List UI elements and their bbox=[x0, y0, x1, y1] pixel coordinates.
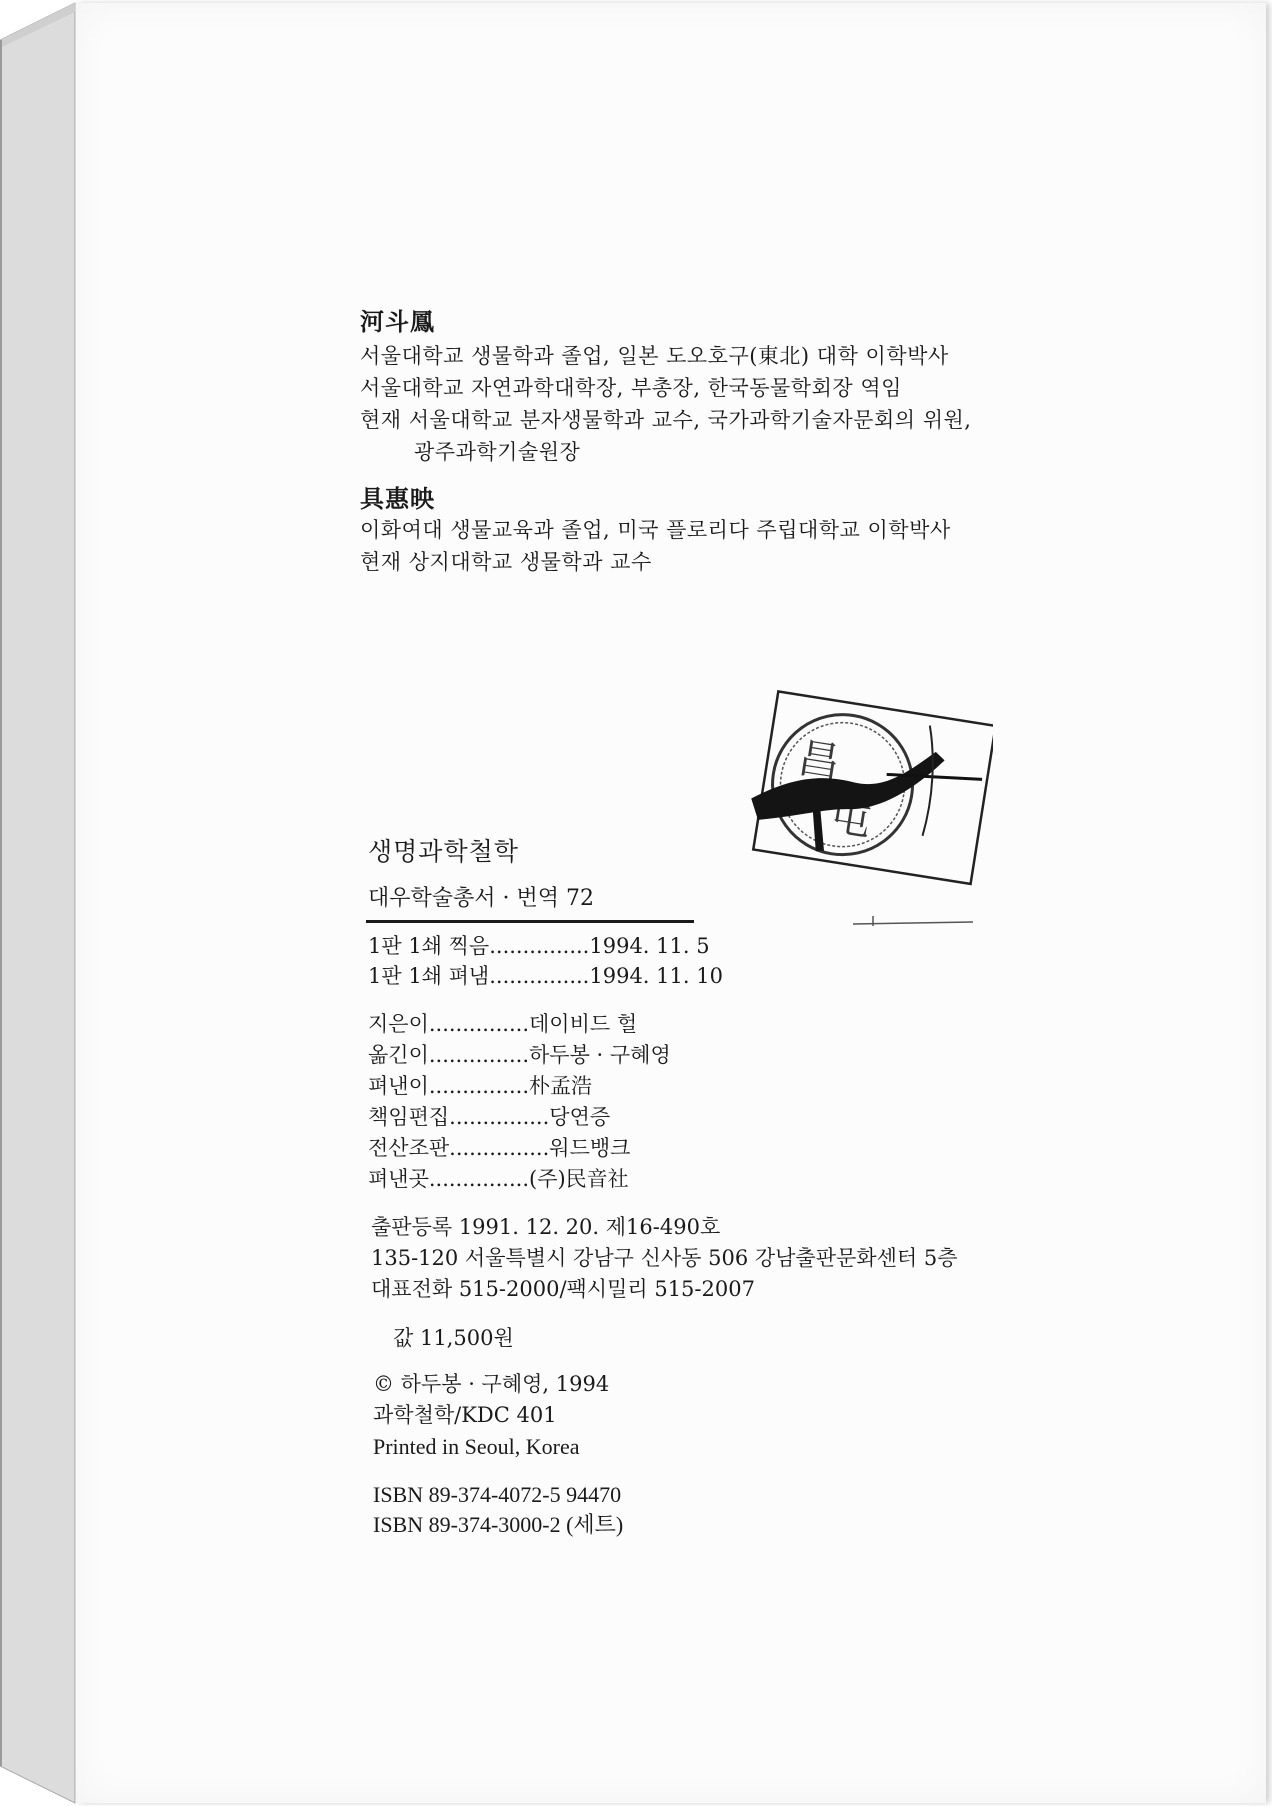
author-bio-line: 광주과학기술원장 bbox=[414, 440, 581, 464]
credit-label: 펴낸이 bbox=[368, 1074, 429, 1098]
author-bio-line: 현재 서울대학교 분자생물학과 교수, 국가과학기술자문회의 위원, bbox=[360, 408, 972, 432]
svg-text:昌: 昌 bbox=[794, 732, 844, 788]
svg-text:屯: 屯 bbox=[825, 790, 876, 846]
leader-dots: ............... bbox=[449, 1105, 550, 1129]
book-title: 생명과학철학 bbox=[368, 837, 519, 866]
author-bio-line: 이화여대 생물교육과 졸업, 미국 플로리다 주립대학교 이학박사 bbox=[360, 518, 951, 542]
author-seal-stamp-icon bbox=[733, 686, 993, 926]
edition-date: 1994. 11. 10 bbox=[589, 964, 723, 988]
credit-label: 펴낸곳 bbox=[368, 1167, 429, 1191]
credit-row bbox=[368, 1045, 671, 1066]
author-bio-line: 서울대학교 생물학과 졸업, 일본 도오호구(東北) 대학 이학박사 bbox=[360, 344, 949, 368]
leader-dots: ............... bbox=[489, 964, 590, 988]
leader-dots: ............... bbox=[428, 1043, 529, 1067]
leader-dots: ............... bbox=[428, 1012, 529, 1036]
divider bbox=[366, 920, 694, 923]
credit-row bbox=[368, 1169, 629, 1190]
credit-row bbox=[368, 1107, 610, 1128]
leader-dots: ............... bbox=[428, 1074, 529, 1098]
author-name: 河斗鳳 bbox=[360, 307, 435, 336]
credit-label: 전산조판 bbox=[368, 1136, 450, 1160]
price: 값 11,500원 bbox=[393, 1326, 514, 1350]
copyright-line: © 하두봉 · 구혜영, 1994 bbox=[373, 1372, 610, 1396]
edition-row bbox=[368, 966, 723, 987]
series-name: 대우학술총서 · 번역 72 bbox=[368, 886, 594, 911]
address-line: 135-120 서울특별시 강남구 신사동 506 강남출판문화센터 5층 bbox=[371, 1246, 958, 1270]
edition-row bbox=[368, 936, 710, 957]
credit-value: 하두봉 · 구혜영 bbox=[529, 1043, 671, 1067]
isbn-line: ISBN 89-374-4072-5 94470 bbox=[373, 1482, 622, 1507]
leader-dots: ............... bbox=[428, 1167, 529, 1191]
phone-line: 대표전화 515-2000/팩시밀리 515-2007 bbox=[371, 1277, 755, 1301]
credit-label: 옮긴이 bbox=[368, 1043, 429, 1067]
printed-in-line: Printed in Seoul, Korea bbox=[373, 1434, 580, 1459]
credit-label: 책임편집 bbox=[368, 1105, 450, 1129]
credit-value: 데이비드 헐 bbox=[529, 1012, 638, 1036]
author-bio-line: 서울대학교 자연과학대학장, 부총장, 한국동물학회장 역임 bbox=[360, 376, 902, 400]
credit-value: (주)民音社 bbox=[529, 1167, 629, 1191]
credit-row bbox=[368, 1076, 592, 1097]
edition-date: 1994. 11. 5 bbox=[589, 934, 710, 958]
colophon-page bbox=[75, 3, 1266, 1803]
author-name: 具惠映 bbox=[360, 484, 435, 513]
credit-value: 워드뱅크 bbox=[549, 1136, 631, 1160]
leader-dots: ............... bbox=[489, 934, 590, 958]
author-bio-line: 현재 상지대학교 생물학과 교수 bbox=[360, 550, 652, 574]
credit-value: 당연증 bbox=[549, 1105, 611, 1129]
edition-label: 1판 1쇄 펴냄 bbox=[368, 964, 490, 988]
leader-dots: ............... bbox=[449, 1136, 550, 1160]
credit-label: 지은이 bbox=[368, 1012, 429, 1036]
credit-row bbox=[368, 1014, 637, 1035]
credit-value: 朴孟浩 bbox=[529, 1074, 592, 1098]
registration-line: 출판등록 1991. 12. 20. 제16-490호 bbox=[371, 1215, 721, 1239]
edition-label: 1판 1쇄 찍음 bbox=[368, 934, 490, 958]
classification-line: 과학철학/KDC 401 bbox=[373, 1403, 557, 1427]
isbn-line: ISBN 89-374-3000-2 (세트) bbox=[373, 1512, 624, 1537]
credit-row bbox=[368, 1138, 630, 1159]
